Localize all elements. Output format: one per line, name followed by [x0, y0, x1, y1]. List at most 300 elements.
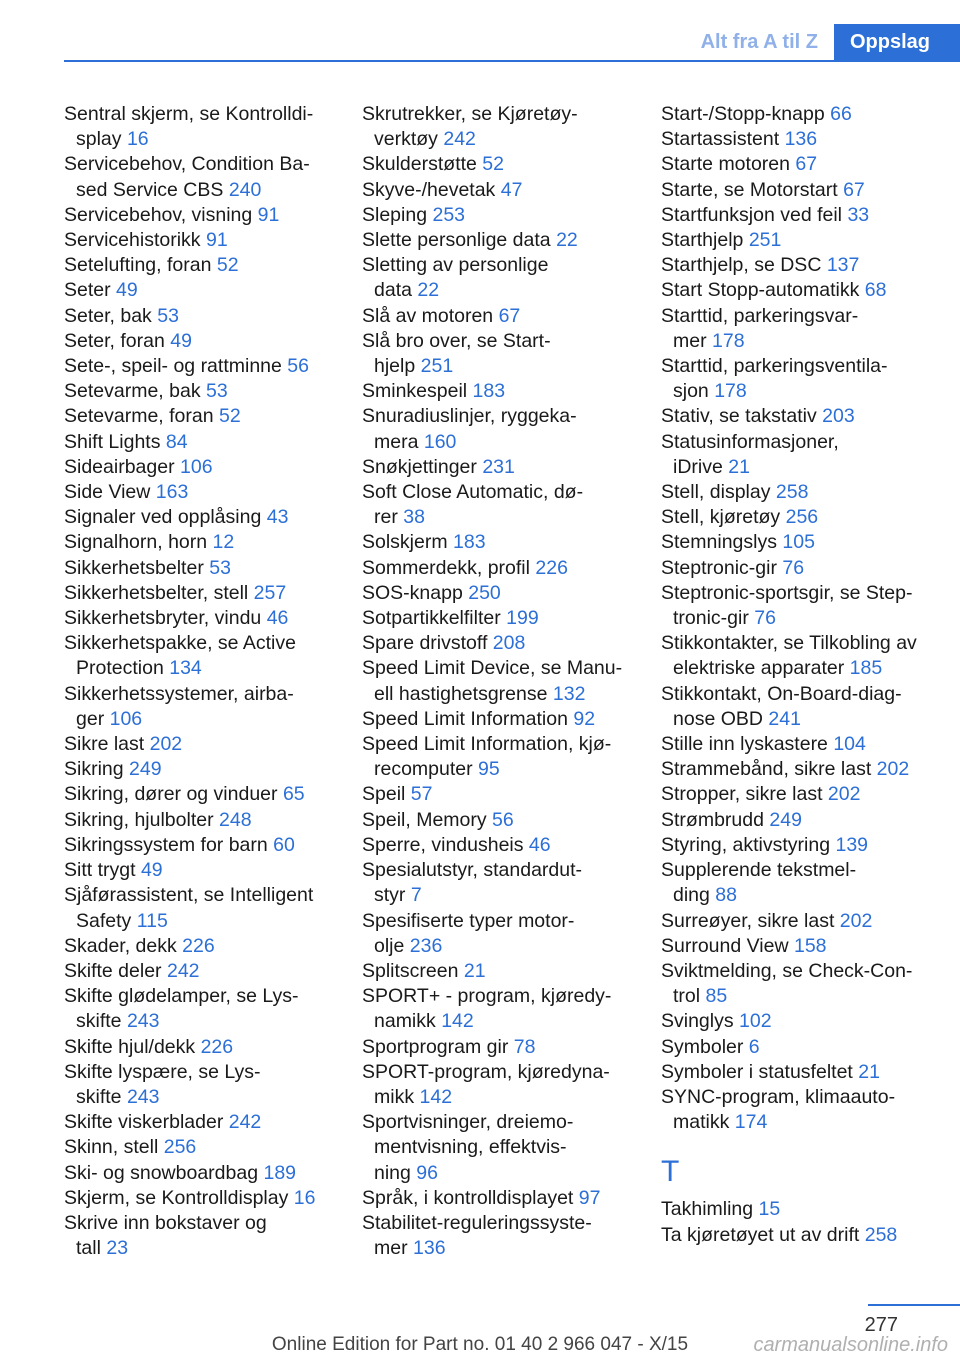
- page-reference-link[interactable]: 139: [835, 833, 869, 856]
- index-entry: [64, 858, 334, 883]
- index-entry: [362, 1186, 632, 1211]
- page-reference-link[interactable]: 250: [468, 581, 501, 604]
- page-reference-link[interactable]: 67: [795, 153, 818, 176]
- index-term: Skrutrekker, se Kjøretøy- verktøy: [362, 103, 578, 151]
- index-entry: [64, 883, 334, 933]
- page-reference-link[interactable]: 202: [827, 783, 861, 806]
- page-number-rule: [868, 1304, 960, 1306]
- index-term: SPORT-program, kjøredyna- mikk: [362, 1060, 610, 1108]
- index-term: Sviktmelding, se Check-Con- trol: [661, 959, 913, 1008]
- index-term: Takhimling: [661, 1198, 759, 1221]
- index-entry: [661, 1197, 931, 1222]
- index-term: Steptronic-sportsgir, se Step- tronic-gir: [661, 581, 913, 630]
- page-reference-link[interactable]: 96: [416, 1161, 438, 1184]
- index-term: Setevarme, bak: [64, 380, 206, 403]
- page-reference-link[interactable]: 106: [180, 455, 213, 478]
- index-entry: [661, 682, 931, 732]
- index-entry: [661, 808, 931, 833]
- index-entry: [661, 278, 931, 303]
- index-entry: [362, 959, 632, 984]
- page-reference-link[interactable]: 67: [498, 304, 521, 327]
- index-term: Sikkerhetssystemer, airba- ger: [64, 682, 294, 730]
- edition-footer: Online Edition for Part no. 01 40 2 966 047 - X/15: [271, 1334, 689, 1355]
- index-term: Setelufting, foran: [64, 254, 217, 277]
- index-entry: [64, 404, 334, 429]
- index-entry: [362, 858, 632, 908]
- index-entry: [661, 102, 931, 127]
- header-tabs: [685, 24, 960, 60]
- index-entry: [64, 203, 334, 228]
- index-entry: [661, 1009, 931, 1034]
- index-term: Sikring, hjulbolter: [64, 808, 219, 831]
- index-column-1: [64, 102, 334, 1261]
- page-reference-link[interactable]: 183: [472, 380, 506, 403]
- index-entry: [64, 833, 334, 858]
- index-entry: [64, 1135, 334, 1160]
- index-entry: [362, 530, 632, 555]
- page-reference-link[interactable]: 174: [734, 1111, 768, 1134]
- page-reference-link[interactable]: 249: [129, 758, 162, 781]
- index-term: Servicehistorikk: [64, 229, 206, 252]
- page-reference-link[interactable]: 67: [843, 178, 865, 201]
- index-term: Stikkontakter, se Tilkobling av elektriske apparater: [661, 632, 917, 680]
- index-term: Supplerende tekstmel- ding: [661, 859, 857, 907]
- page-reference-link[interactable]: 231: [482, 455, 515, 478]
- page-reference-link[interactable]: 242: [166, 959, 200, 982]
- page-reference-link[interactable]: 256: [163, 1136, 197, 1159]
- page-reference-link[interactable]: 22: [556, 229, 578, 252]
- page-reference-link[interactable]: 49: [116, 279, 138, 302]
- index-entry: [64, 934, 334, 959]
- page-reference-link[interactable]: 15: [758, 1198, 781, 1221]
- page-reference-link[interactable]: 49: [140, 859, 163, 882]
- page-reference-link[interactable]: 115: [136, 909, 168, 932]
- index-term: Surreøyer, sikre last: [661, 909, 840, 932]
- page-reference-link[interactable]: 16: [126, 128, 149, 151]
- index-entry: [64, 631, 334, 681]
- index-term: Stell, kjøretøy: [661, 506, 786, 529]
- index-letter-heading: T: [661, 1155, 680, 1189]
- index-entry: [362, 152, 632, 177]
- page-reference-link[interactable]: 21: [463, 959, 486, 982]
- index-entry: [362, 253, 632, 303]
- index-entry: [661, 1223, 931, 1248]
- index-term: Steptronic-gir: [661, 556, 783, 579]
- page-reference-link[interactable]: 56: [492, 808, 514, 831]
- index-entry: [661, 178, 931, 203]
- page-reference-link[interactable]: 226: [200, 1035, 234, 1058]
- index-entry: [362, 631, 632, 656]
- index-entry: [661, 127, 931, 152]
- chapter-tab[interactable]: Oppslag: [834, 24, 960, 60]
- page-reference-link[interactable]: 202: [839, 909, 873, 932]
- index-term: Skifte hjul/dekk: [64, 1035, 201, 1058]
- index-term: Sitt trygt: [64, 859, 141, 882]
- page-reference-link[interactable]: 56: [287, 355, 309, 378]
- index-entry: [362, 329, 632, 379]
- page-reference-link[interactable]: 88: [715, 884, 737, 907]
- page-reference-link[interactable]: 52: [482, 153, 504, 176]
- page-reference-link[interactable]: 91: [257, 203, 280, 226]
- page-reference-link[interactable]: 242: [443, 128, 476, 151]
- index-term: Splitscreen: [362, 959, 464, 982]
- index-entry: [362, 404, 632, 454]
- index-term: Speil, Memory: [362, 808, 493, 831]
- index-term: Skjerm, se Kontrolldisplay: [64, 1186, 294, 1209]
- index-entry: [661, 556, 931, 581]
- index-term: Servicebehov, Condition Ba- sed Service CBS: [64, 153, 310, 201]
- index-entry: [362, 581, 632, 606]
- page-reference-link[interactable]: 136: [413, 1237, 446, 1260]
- index-term: Sikkerhetsbryter, vindu: [64, 607, 267, 630]
- page-reference-link[interactable]: 202: [149, 733, 183, 756]
- page-reference-link[interactable]: 105: [782, 531, 815, 554]
- page-reference-link[interactable]: 33: [847, 203, 870, 226]
- page-reference-link[interactable]: 7: [410, 884, 422, 907]
- index-entry: [64, 430, 334, 455]
- index-term: Speil: [362, 783, 411, 806]
- page-reference-link[interactable]: 249: [769, 808, 802, 831]
- index-entry: [64, 480, 334, 505]
- index-term: Startfunksjon ved feil: [661, 203, 848, 226]
- index-column-2: [362, 102, 632, 1261]
- index-term: Sideairbager: [64, 455, 180, 478]
- page-reference-link[interactable]: 158: [793, 934, 827, 957]
- page-reference-link[interactable]: 92: [573, 707, 596, 730]
- index-entry: [64, 379, 334, 404]
- index-term: Shift Lights: [64, 430, 166, 453]
- index-entry: [362, 228, 632, 253]
- index-entry: [661, 959, 931, 1009]
- header-rule: [64, 60, 960, 62]
- page-reference-link[interactable]: 23: [106, 1237, 129, 1260]
- page-reference-link[interactable]: 76: [782, 556, 805, 579]
- index-term: Signaler ved opplåsing: [64, 506, 267, 529]
- index-term: Sikre last: [64, 733, 150, 756]
- index-term: Snøkjettinger: [362, 455, 483, 478]
- index-term: Servicebehov, visning: [64, 203, 258, 226]
- index-term: Spesialutstyr, standardut- styr: [362, 859, 583, 907]
- index-term: Sportvisninger, dreiemo- mentvisning, effektvis- ning: [362, 1111, 574, 1184]
- page-reference-link[interactable]: 95: [478, 758, 500, 781]
- index-entry: [64, 606, 334, 631]
- page-reference-link[interactable]: 132: [552, 682, 586, 705]
- page-reference-link[interactable]: 208: [492, 632, 526, 655]
- index-entry: [661, 1035, 931, 1060]
- index-term: Skifte glødelamper, se Lys- skifte: [64, 985, 299, 1033]
- page-reference-link[interactable]: 203: [822, 405, 855, 428]
- index-term: Stativ, se takstativ: [661, 405, 823, 428]
- index-term: Slå av motoren: [362, 304, 499, 327]
- index-term: Sete-, speil- og rattminne: [64, 355, 288, 378]
- index-entry: [64, 984, 334, 1034]
- page-reference-link[interactable]: 43: [266, 506, 289, 529]
- index-entry: [362, 556, 632, 581]
- index-term: Symboler: [661, 1035, 749, 1058]
- page-reference-link[interactable]: 240: [228, 178, 262, 201]
- index-entry: [661, 909, 931, 934]
- page-reference-link[interactable]: 258: [775, 481, 809, 504]
- index-term: Start-/Stopp-knapp: [661, 103, 831, 125]
- index-entry: [661, 631, 931, 681]
- index-term: Stabilitet-reguleringssyste- mer: [362, 1211, 592, 1260]
- index-term: Stille inn lyskastere: [661, 733, 834, 756]
- page-reference-link[interactable]: 84: [165, 430, 188, 453]
- index-entry: [64, 329, 334, 354]
- index-term: Side View: [64, 481, 156, 504]
- page-reference-link[interactable]: 78: [513, 1035, 536, 1058]
- page-reference-link[interactable]: 60: [273, 833, 295, 856]
- page-reference-link[interactable]: 243: [126, 1085, 160, 1108]
- index-entry: [64, 808, 334, 833]
- page-reference-link[interactable]: 102: [739, 1010, 772, 1033]
- index-term: SOS-knapp: [362, 581, 469, 604]
- page-reference-link[interactable]: 22: [417, 279, 440, 302]
- index-entry: [64, 1211, 334, 1261]
- index-entry: [661, 1085, 931, 1135]
- page-reference-link[interactable]: 202: [876, 758, 910, 781]
- index-entry: [64, 581, 334, 606]
- index-term: Sikkerhetspakke, se Active Protection: [64, 632, 296, 680]
- index-term: Setevarme, foran: [64, 405, 219, 428]
- index-entry: [661, 152, 931, 177]
- index-entry: [362, 782, 632, 807]
- index-entry: [362, 1211, 632, 1261]
- index-term: Skrive inn bokstaver og tall: [64, 1211, 267, 1260]
- index-entry: [661, 354, 931, 404]
- page-reference-link[interactable]: 21: [858, 1060, 880, 1083]
- index-term: Skulderstøtte: [362, 153, 483, 176]
- index-entry: [362, 379, 632, 404]
- index-term: Speed Limit Information: [362, 707, 574, 730]
- index-entry: [64, 732, 334, 757]
- page-reference-link[interactable]: 53: [157, 304, 179, 327]
- page-reference-link[interactable]: 134: [169, 657, 202, 680]
- section-tab[interactable]: Alt fra A til Z: [685, 24, 834, 60]
- index-term: Sotpartikkelfilter: [362, 607, 507, 630]
- index-entry: [362, 732, 632, 782]
- index-term: Soft Close Automatic, dø- rer: [362, 481, 584, 529]
- index-term: Stemningslys: [661, 531, 783, 554]
- index-entry: [362, 102, 632, 152]
- page-reference-link[interactable]: 52: [216, 254, 239, 277]
- index-term: Sikkerhetsbelter, stell: [64, 581, 254, 604]
- page-reference-link[interactable]: 76: [754, 607, 776, 630]
- page-reference-link[interactable]: 160: [423, 430, 457, 453]
- index-term: Starte, se Motorstart: [661, 178, 844, 201]
- index-entry: [661, 782, 931, 807]
- page-reference-link[interactable]: 66: [830, 103, 852, 125]
- page-reference-link[interactable]: 38: [403, 506, 425, 529]
- index-entry: [64, 782, 334, 807]
- index-entry: [362, 203, 632, 228]
- page-reference-link[interactable]: 137: [826, 254, 860, 277]
- index-entry: [64, 228, 334, 253]
- index-entry: [661, 581, 931, 631]
- index-term: Sleping: [362, 203, 433, 226]
- index-entry: [661, 304, 931, 354]
- index-term: Styring, aktivstyring: [661, 833, 836, 856]
- index-entry: [661, 732, 931, 757]
- page-number: 277: [864, 1314, 898, 1336]
- index-entry: [64, 1035, 334, 1060]
- index-term: Skader, dekk: [64, 934, 183, 957]
- index-term: Slette personlige data: [362, 229, 557, 252]
- index-entry: [362, 606, 632, 631]
- index-entry: [362, 909, 632, 959]
- index-entry: [362, 455, 632, 480]
- page-reference-link[interactable]: 46: [266, 607, 289, 630]
- index-term: Startassistent: [661, 128, 785, 151]
- index-entry: [661, 934, 931, 959]
- index-column-3: [661, 102, 931, 1248]
- watermark: carmanualsonline.info: [753, 1334, 948, 1356]
- index-term: Slå bro over, se Start- hjelp: [362, 329, 551, 378]
- page-reference-link[interactable]: 106: [109, 707, 143, 730]
- page-reference-link[interactable]: 199: [506, 607, 539, 630]
- index-term: Skyve-/hevetak: [362, 178, 501, 201]
- index-entry: [362, 304, 632, 329]
- index-term: Signalhorn, horn: [64, 531, 213, 554]
- page-reference-link[interactable]: 12: [212, 531, 235, 554]
- index-term: Sminkespeil: [362, 380, 473, 403]
- page-reference-link[interactable]: 47: [500, 178, 523, 201]
- index-entry: [362, 808, 632, 833]
- page-reference-link[interactable]: 178: [712, 329, 745, 352]
- index-term: Strammebånd, sikre last: [661, 758, 877, 781]
- page-reference-link[interactable]: 6: [748, 1035, 760, 1058]
- index-term: Stell, display: [661, 481, 776, 504]
- index-term: Starthjelp, se DSC: [661, 254, 827, 277]
- index-entry: [362, 480, 632, 530]
- page-reference-link[interactable]: 53: [209, 556, 231, 579]
- index-term: Skinn, stell: [64, 1136, 164, 1159]
- page-reference-link[interactable]: 178: [714, 380, 747, 403]
- page-reference-link[interactable]: 226: [535, 556, 568, 579]
- index-entry: [362, 707, 632, 732]
- page-reference-link[interactable]: 189: [263, 1161, 297, 1184]
- page-reference-link[interactable]: 248: [219, 808, 252, 831]
- index-entry: [64, 556, 334, 581]
- index-term: Starte motoren: [661, 153, 796, 176]
- page-reference-link[interactable]: 104: [833, 733, 866, 756]
- page-reference-link[interactable]: 136: [784, 128, 818, 151]
- page-reference-link[interactable]: 16: [293, 1186, 316, 1209]
- page-reference-link[interactable]: 65: [282, 783, 305, 806]
- index-entry: [64, 152, 334, 202]
- index-term: Seter: [64, 279, 117, 302]
- index-term: Starthjelp: [661, 229, 749, 252]
- page-reference-link[interactable]: 251: [420, 355, 454, 378]
- page-reference-link[interactable]: 49: [170, 329, 192, 352]
- index-entry: [64, 1161, 334, 1186]
- index-entry: [661, 858, 931, 908]
- page-reference-link[interactable]: 257: [253, 581, 287, 604]
- index-entry: [661, 505, 931, 530]
- page-reference-link[interactable]: 85: [705, 985, 728, 1008]
- index-entry: [362, 1035, 632, 1060]
- index-entry: [64, 253, 334, 278]
- index-entry: [661, 530, 931, 555]
- page-reference-link[interactable]: 241: [768, 707, 801, 730]
- index-entry: [64, 278, 334, 303]
- index-entry: [64, 757, 334, 782]
- index-term: Sentral skjerm, se Kontrolldi- splay: [64, 103, 314, 151]
- index-term: SYNC-program, klimaauto- matikk: [661, 1085, 896, 1134]
- page-reference-link[interactable]: 251: [748, 229, 782, 252]
- index-term: Ski- og snowboardbag: [64, 1161, 264, 1184]
- index-entry: [661, 430, 931, 480]
- index-entry: [64, 304, 334, 329]
- index-term: Sikringssystem for barn: [64, 833, 274, 856]
- page-reference-link[interactable]: 91: [205, 229, 228, 252]
- index-term: Sikkerhetsbelter: [64, 556, 210, 579]
- index-entry: [64, 505, 334, 530]
- page-reference-link[interactable]: 97: [578, 1186, 601, 1209]
- page-reference-link[interactable]: 183: [453, 531, 486, 554]
- index-entry: [362, 178, 632, 203]
- page-reference-link[interactable]: 52: [219, 405, 241, 428]
- page-reference-link[interactable]: 46: [528, 833, 551, 856]
- index-term: Sportprogram gir: [362, 1035, 514, 1058]
- index-term: Start Stopp-automatikk: [661, 279, 865, 302]
- page-reference-link[interactable]: 142: [419, 1085, 453, 1108]
- index-entry: [64, 1186, 334, 1211]
- index-columns: [64, 102, 932, 1272]
- page-reference-link[interactable]: 258: [864, 1223, 898, 1246]
- index-entry: [64, 1060, 334, 1110]
- index-term: Ta kjøretøyet ut av drift: [661, 1223, 865, 1246]
- index-term: Speed Limit Device, se Manu- ell hastighetsgrense: [362, 657, 623, 705]
- page-reference-link[interactable]: 226: [182, 934, 215, 957]
- index-term: Sjåførassistent, se Intelligent Safety: [64, 884, 314, 932]
- page-reference-link[interactable]: 163: [155, 481, 189, 504]
- index-term: Sommerdekk, profil: [362, 556, 536, 579]
- index-entry: [661, 253, 931, 278]
- index-entry: [64, 530, 334, 555]
- index-term: Snuradiuslinjer, ryggeka- mera: [362, 405, 577, 453]
- index-entry: [661, 480, 931, 505]
- page-reference-link[interactable]: 57: [410, 783, 433, 806]
- page-reference-link[interactable]: 236: [409, 934, 443, 957]
- index-term: Skifte lyspære, se Lys- skifte: [64, 1060, 261, 1108]
- index-entry: [661, 757, 931, 782]
- index-entry: [64, 455, 334, 480]
- index-term: Seter, foran: [64, 329, 171, 352]
- index-entry: [362, 1110, 632, 1186]
- index-entry: [661, 1060, 931, 1085]
- index-entry: [362, 1060, 632, 1110]
- index-term: Starttid, parkeringsvar- mer: [661, 304, 859, 352]
- index-term: Seter, bak: [64, 304, 158, 327]
- index-entry: [362, 984, 632, 1034]
- page-reference-link[interactable]: 142: [441, 1010, 474, 1033]
- page-reference-link[interactable]: 256: [785, 506, 819, 529]
- page-reference-link[interactable]: 242: [228, 1111, 262, 1134]
- page-reference-link[interactable]: 185: [849, 657, 883, 680]
- index-term: Statusinformasjoner, iDrive: [661, 430, 839, 478]
- page-reference-link[interactable]: 253: [432, 203, 466, 226]
- page-reference-link[interactable]: 243: [126, 1010, 160, 1033]
- page-reference-link[interactable]: 68: [864, 279, 887, 302]
- index-term: Stropper, sikre last: [661, 783, 828, 806]
- page-reference-link[interactable]: 21: [728, 455, 750, 478]
- index-term: Sikring, dører og vinduer: [64, 783, 283, 806]
- page-reference-link[interactable]: 53: [205, 380, 228, 403]
- index-term: Språk, i kontrolldisplayet: [362, 1186, 579, 1209]
- index-entry: [661, 203, 931, 228]
- index-term: Skifte viskerblader: [64, 1111, 229, 1134]
